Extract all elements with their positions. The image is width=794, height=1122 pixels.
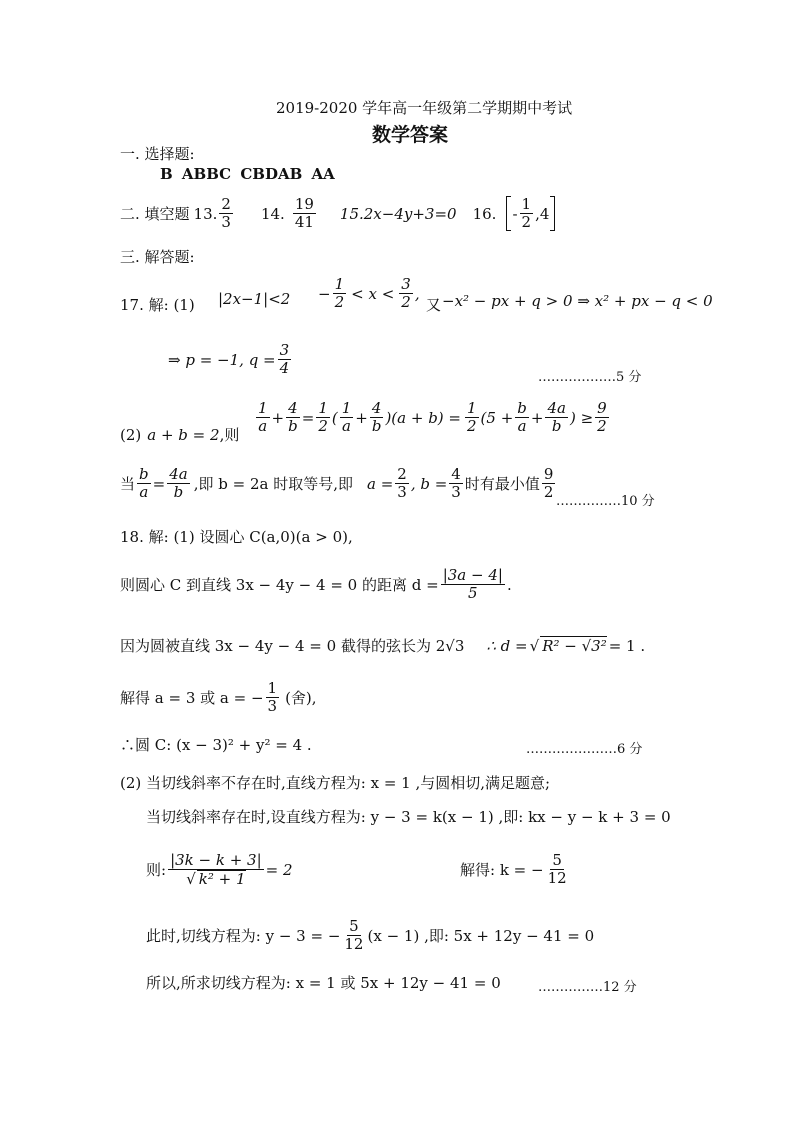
- p18-line-5: ∴圆 C: (x − 3)² + y² = 4 .: [120, 736, 312, 754]
- p18-line-6: (2) 当切线斜率不存在时,直线方程为: x = 1 ,与圆相切,满足题意;: [120, 774, 551, 792]
- p18-line-3: 因为圆被直线 3x − 4y − 4 = 0 截得的弦长为 2√3 ∴ d = √ R² − √3² = 1 .: [120, 636, 646, 655]
- p17-equality-row: 当 $\frac{b}{a}$ = $\frac{4a}{b}$ ,即 b = 2a 时取等号,即 a = $\frac{2}{3}$ , b = $\frac{4}{3}$ 时有最小值 $\frac{9}{2}$: [120, 465, 554, 501]
- page-title: 2019-2020 学年高一年级第二学期期中考试: [276, 99, 573, 117]
- p17-range: − $\frac{1}{2}$ < x < $\frac{3}{2}$ ,: [318, 275, 420, 311]
- page-subtitle: 数学答案: [372, 124, 449, 146]
- section-choice-label: 一. 选择题:: [120, 145, 195, 163]
- p18-line-7: 当切线斜率存在时,设直线方程为: y − 3 = k(x − 1) ,即: kx − y − k + 3 = 0: [146, 808, 671, 826]
- p18-line-8-solve: 解得: k = − $\frac{5}{12}$: [460, 851, 567, 887]
- choice-answers: B ABBC CBDAB AA: [160, 165, 335, 183]
- p17-label: 17. 解: (1): [120, 296, 195, 314]
- p18-score-2: ……………12 分: [538, 980, 637, 995]
- p18-line-2: 则圆心 C 到直线 3x − 4y − 4 = 0 的距离 d = $\frac{|3a - 4|}{5}$ .: [120, 566, 512, 602]
- p17-implication: −x² − px + q > 0 ⇒ x² + px − q < 0: [442, 292, 713, 310]
- q14-prefix: 14.: [260, 204, 285, 223]
- p18-score-1: …………………6 分: [526, 742, 643, 757]
- p17-part2-expression: $\frac{1}{a}$ + $\frac{4}{b}$ = $\frac{1}{2}$ ( $\frac{1}{a}$ + $\frac{4}{b}$ )(a + b) = $\frac{1}{2}$ (5 + $\frac{b}{a}$ + $\frac{4a}{b}$ ) ≥ $\frac{9}{2}$: [258, 399, 607, 435]
- p18-line-8: 则: $\frac{|3k - k + 3|}{\text{√ k² + 1}}$ = 2: [146, 851, 293, 888]
- p17-score-2: ……………10 分: [556, 494, 655, 509]
- q13-prefix: 13.: [193, 204, 218, 223]
- p18-line-4: 解得 a = 3 或 a = − $\frac{1}{3}$ (舍),: [120, 679, 317, 715]
- q13-fraction: $\frac{2}{3}$: [221, 195, 231, 231]
- section-solve-label: 三. 解答题:: [120, 248, 195, 266]
- p17-result: ⇒ p = −1, q = $\frac{3}{4}$: [168, 341, 290, 377]
- q14-fraction: $\frac{19}{41}$: [294, 195, 314, 231]
- p17-inequality: |2x−1|<2: [218, 290, 291, 308]
- q15-answer: 15.2x−4y+3=0: [339, 204, 457, 223]
- q16-fraction: $\frac{1}{2}$: [521, 195, 532, 231]
- p17-score-1: ………………5 分: [538, 370, 642, 385]
- p18-line-10: 所以,所求切线方程为: x = 1 或 5x + 12y − 41 = 0: [146, 974, 501, 992]
- p18-line-9: 此时,切线方程为: y − 3 = − $\frac{5}{12}$ (x − 1) ,即: 5x + 12y − 41 = 0: [146, 917, 595, 953]
- p18-line-1: 18. 解: (1) 设圆心 C(a,0)(a > 0),: [120, 528, 353, 546]
- q16-interval: - $\frac{1}{2}$ ,4: [506, 196, 555, 231]
- p17-also: 又: [426, 296, 442, 314]
- section-fill-label: 二. 填空题: [120, 204, 190, 223]
- p18-sqrt: R² − √3²: [542, 637, 607, 655]
- q16-prefix: 16.: [472, 204, 497, 223]
- fill-blank-row: [120, 196, 555, 231]
- p17-part2-label-row: (2) a + b = 2 ,则: [120, 426, 240, 444]
